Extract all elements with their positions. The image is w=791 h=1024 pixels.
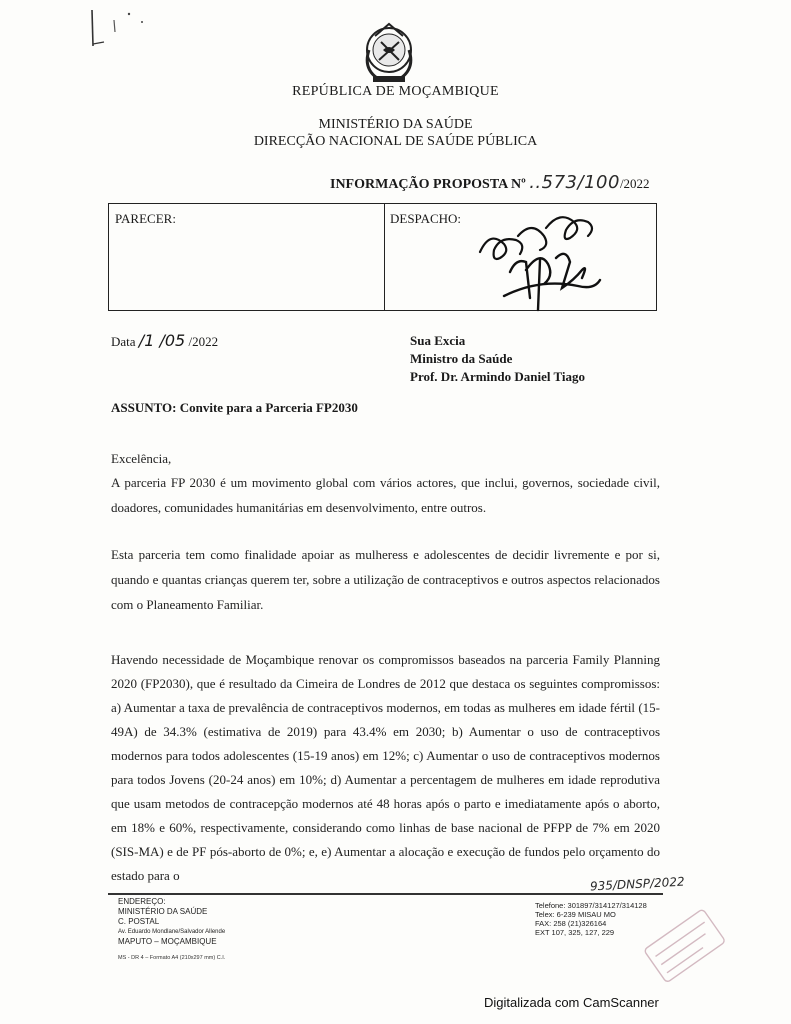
date-year: /2022	[188, 334, 219, 349]
footer-rule	[108, 893, 663, 895]
recipient-line-2: Ministro da Saúde	[410, 351, 513, 366]
parecer-label: PARECER:	[115, 211, 176, 226]
footer-address-line: ENDEREÇO:	[118, 897, 166, 906]
handwritten-reference: 935/DNSP/2022	[589, 874, 685, 894]
proposal-handwritten-number: ..573/100	[529, 172, 620, 193]
handwritten-signature	[470, 200, 610, 320]
proposal-number	[330, 172, 650, 193]
box-divider	[384, 204, 385, 310]
footer-contact-line: EXT 107, 325, 127, 229	[535, 928, 615, 937]
date-label: Data	[111, 334, 136, 349]
proposal-year: /2022	[619, 176, 650, 191]
footer-contact-line: FAX: 258 (21)326164	[535, 919, 607, 928]
footer-contact-line: Telefone: 301897/314127/314128	[535, 901, 647, 910]
footer-address-line: Av. Eduardo Mondlane/Salvador Allende	[118, 929, 226, 935]
recipient-line-1: Sua Excia	[410, 333, 466, 348]
recipient-block	[410, 332, 585, 386]
republic-title: REPÚBLICA DE MOÇAMBIQUE	[292, 84, 499, 99]
subject-line: ASSUNTO: Convite para a Parceria FP2030	[111, 400, 358, 415]
paragraph-3: Havendo necessidade de Moçambique renovar os compromissos baseados na parceria Family Planning 2020 (FP2030), que é resultado da Cimeira de Londres de 2012 que destaca os seguintes compromissos: a) Aumentar a taxa de prevalência de contraceptivos modernos, em todas as mulheres em idade fértil (15-49A) de 34.3% (estimativa de 2019) para 43.4% em 2030; b) Aumentar o uso de contraceptivos modernos para todos adolescentes (15-19 anos) em 12%; c) Aumentar o uso de contraceptivos modernos para todos Jovens (20-24 anos) em 10%; d) Aumentar a percentagem de mulheres em idade reprodutiva que usam metodos de contracepção modernos até 48 horas após o parto e imediatamente após o aborto, em 18% e 60%, respectivamente, considerando como linhas de base nacional de PFPP de 7% em 2020 (SIS-MA) e de PF pós-aborto de 0%; e, e) Aumentar a alocação e execução de fundos pelo orçamento do estado para o	[111, 652, 660, 883]
date-line	[111, 331, 218, 350]
scan-marks	[84, 6, 154, 56]
greeting: Excelência,	[111, 451, 172, 466]
scanner-watermark: Digitalizada com CamScanner	[484, 995, 659, 1010]
despacho-label: DESPACHO:	[390, 211, 462, 226]
recipient-line-3: Prof. Dr. Armindo Daniel Tiago	[410, 369, 586, 384]
ministry-name: MINISTÉRIO DA SAÚDE	[318, 117, 473, 132]
national-emblem-icon	[355, 20, 423, 88]
paragraph-1: A parceria FP 2030 é um movimento global com vários actores, que inclui, governos, sociedade civil, doadores, comunidades humanitárias em desenvolvimento, entre outros.	[111, 475, 660, 515]
footer-address-line: MAPUTO – MOÇAMBIQUE	[118, 937, 217, 946]
footer-contacts	[535, 901, 647, 937]
footer-address-line: MINISTÉRIO DA SAÚDE	[118, 907, 208, 916]
proposal-label: INFORMAÇÃO PROPOSTA Nº	[330, 177, 526, 192]
footer-address-line: C. POSTAL	[118, 917, 160, 926]
footer-contact-line: Telex: 6-239 MISAU MO	[535, 910, 616, 919]
directorate-name: DIRECÇÃO NACIONAL DE SAÚDE PÚBLICA	[253, 134, 538, 149]
date-handwritten: /1 /05	[138, 331, 186, 350]
ministry-header	[0, 116, 791, 150]
footer-address	[118, 897, 225, 947]
footer-form-code: MS - DR 4 – Formato A4 (210x297 mm) C.I.	[118, 955, 226, 961]
received-stamp-icon	[640, 908, 730, 988]
paragraph-2: Esta parceria tem como finalidade apoiar as mulheress e adolescentes de decidir livremente e por si, quando e quantas crianças querem ter, sobre a utilização de contraceptivos e outros aspectos relacionados com o Planeamento Familiar.	[111, 547, 660, 612]
